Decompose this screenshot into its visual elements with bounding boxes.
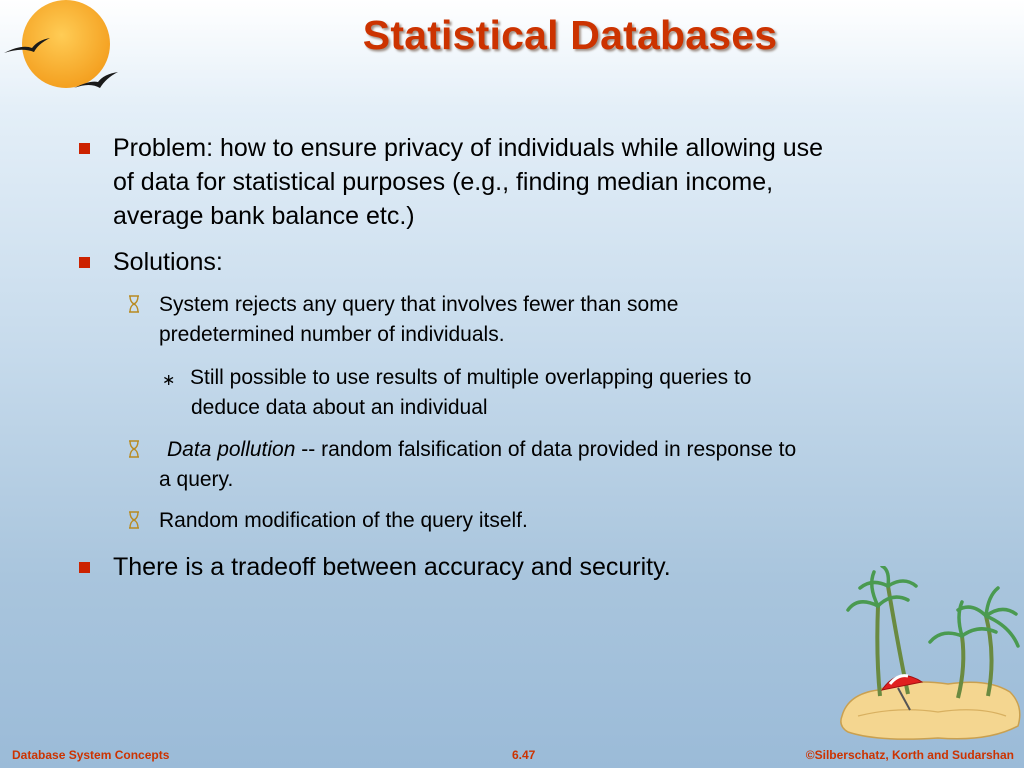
bullet-2-line-1: Solutions: (113, 248, 223, 276)
sub-bullet-1-line-2: predetermined number of individuals. (159, 323, 505, 346)
footer-course-title: Database System Concepts (12, 748, 170, 762)
sub-bullet-2-line-2: a query. (159, 468, 234, 491)
data-pollution-term: Data pollution (167, 438, 296, 461)
hourglass-bullet-icon (127, 440, 141, 458)
footer-copyright: ©Silberschatz, Korth and Sudarshan (805, 748, 1014, 762)
hourglass-bullet-icon (127, 511, 141, 529)
bullet-1-line-3: average bank balance etc.) (113, 202, 415, 230)
sub-bullet-2-line-1 (159, 438, 796, 462)
square-bullet-icon (79, 143, 90, 154)
data-pollution-description: -- random falsification of data provided in response to (295, 438, 797, 461)
sub-sub-bullet-line-1: Still possible to use results of multiple overlapping queries to (190, 366, 752, 389)
bullet-1-line-1: Problem: how to ensure privacy of individuals while allowing use (113, 134, 824, 162)
sub-bullet-1-line-1: System rejects any query that involves fewer than some (159, 293, 679, 316)
square-bullet-icon (79, 257, 90, 268)
bullet-3-line-1: There is a tradeoff between accuracy and security. (113, 553, 671, 581)
palm-island-icon (838, 566, 1024, 746)
sub-sub-bullet-line-2: deduce data about an individual (191, 396, 488, 419)
bullet-1-line-2: of data for statistical purposes (e.g., finding median income, (113, 168, 774, 196)
square-bullet-icon (79, 562, 90, 573)
slide-title: Statistical Databases (362, 12, 778, 58)
hourglass-bullet-icon (127, 295, 141, 313)
footer-page-number: 6.47 (512, 748, 536, 762)
asterisk-bullet-icon: ∗ (162, 370, 176, 389)
sub-bullet-3-line-1: Random modification of the query itself. (159, 509, 528, 532)
